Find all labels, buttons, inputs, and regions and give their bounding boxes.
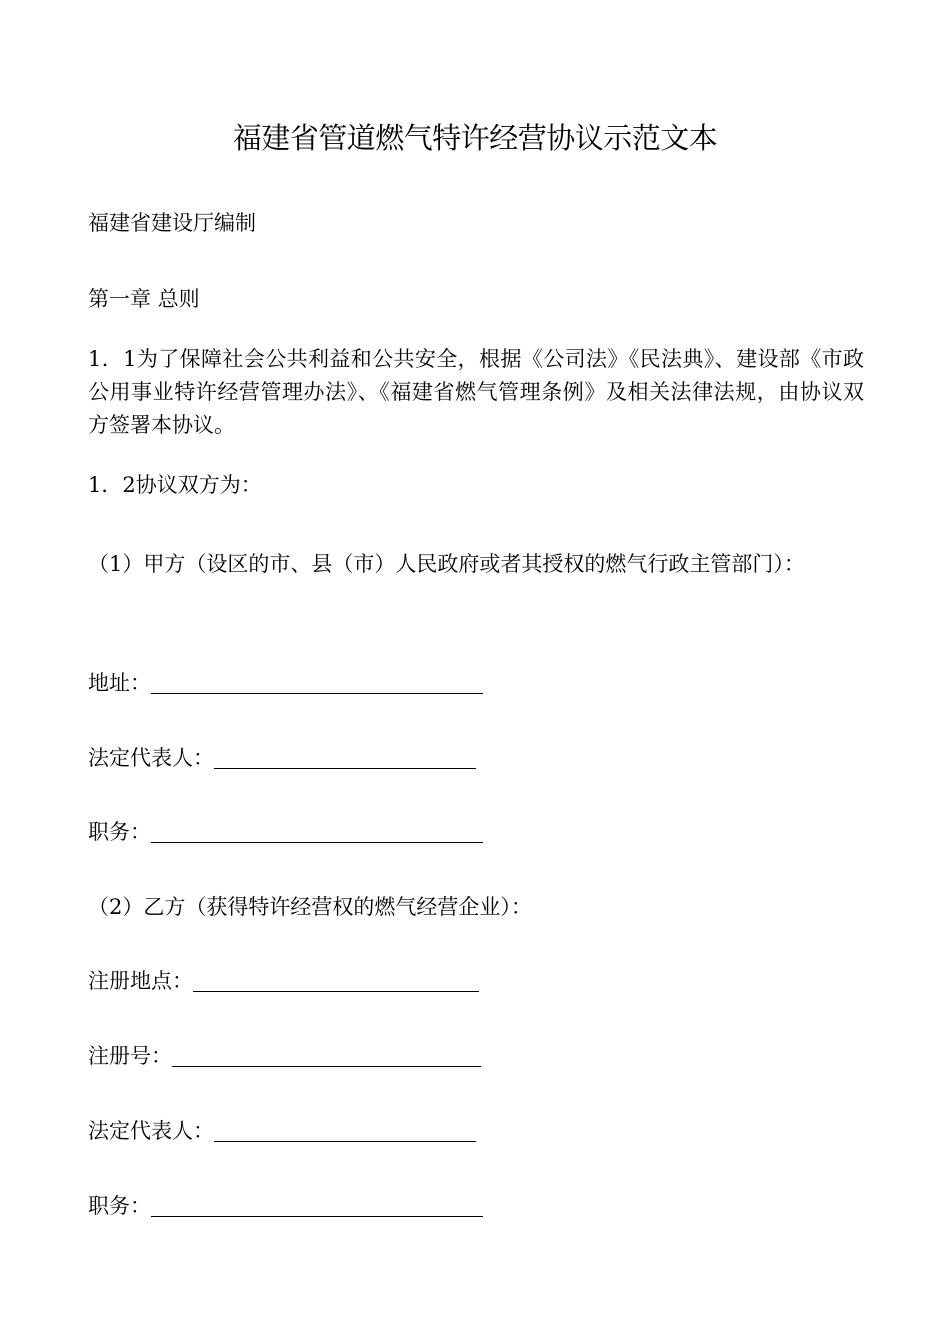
party-b-legal-rep-blank[interactable] <box>214 1119 476 1142</box>
author-line: 福建省建设厅编制 <box>88 211 256 235</box>
party-a-legal-rep-blank[interactable] <box>214 746 476 769</box>
party-a-address-blank[interactable] <box>151 671 483 694</box>
party-b-legal-rep-label: 法定代表人： <box>88 1119 214 1143</box>
party-a-legal-rep-field <box>88 743 476 773</box>
party-a-address-label: 地址： <box>88 671 151 695</box>
party-a-position-label: 职务： <box>88 820 151 844</box>
party-b-reg-place-label: 注册地点： <box>88 969 193 993</box>
party-b-position-blank[interactable] <box>151 1194 483 1217</box>
party-a-position-blank[interactable] <box>151 820 483 843</box>
party-b-position-field <box>88 1191 483 1221</box>
party-a-address-field <box>88 668 483 698</box>
party-b-reg-no-field <box>88 1041 481 1071</box>
chapter-heading: 第一章 总则 <box>88 287 200 311</box>
party-b-legal-rep-field <box>88 1116 476 1146</box>
party-b-reg-place-blank[interactable] <box>193 969 479 992</box>
clause-1-2: 1．2协议双方为： <box>88 473 262 497</box>
document-title: 福建省管道燃气特许经营协议示范文本 <box>232 121 718 155</box>
party-a-legal-rep-label: 法定代表人： <box>88 746 214 770</box>
party-b-heading: （2）乙方（获得特许经营权的燃气经营企业）： <box>88 895 532 919</box>
party-b-reg-no-label: 注册号： <box>88 1044 172 1068</box>
party-b-reg-place-field <box>88 966 479 996</box>
party-b-reg-no-blank[interactable] <box>172 1044 481 1067</box>
clause-1-1: 1．1为了保障社会公共利益和公共安全，根据《公司法》《民法典》、建设部《市政公用事业特许经营管理办法》、《福建省燃气管理条例》及相关法律法规，由协议双方签署本协议。 <box>88 347 864 437</box>
party-a-position-field <box>88 817 483 847</box>
party-b-position-label: 职务： <box>88 1194 151 1218</box>
party-a-heading: （1）甲方（设区的市、县（市）人民政府或者其授权的燃气行政主管部门）： <box>88 552 805 576</box>
